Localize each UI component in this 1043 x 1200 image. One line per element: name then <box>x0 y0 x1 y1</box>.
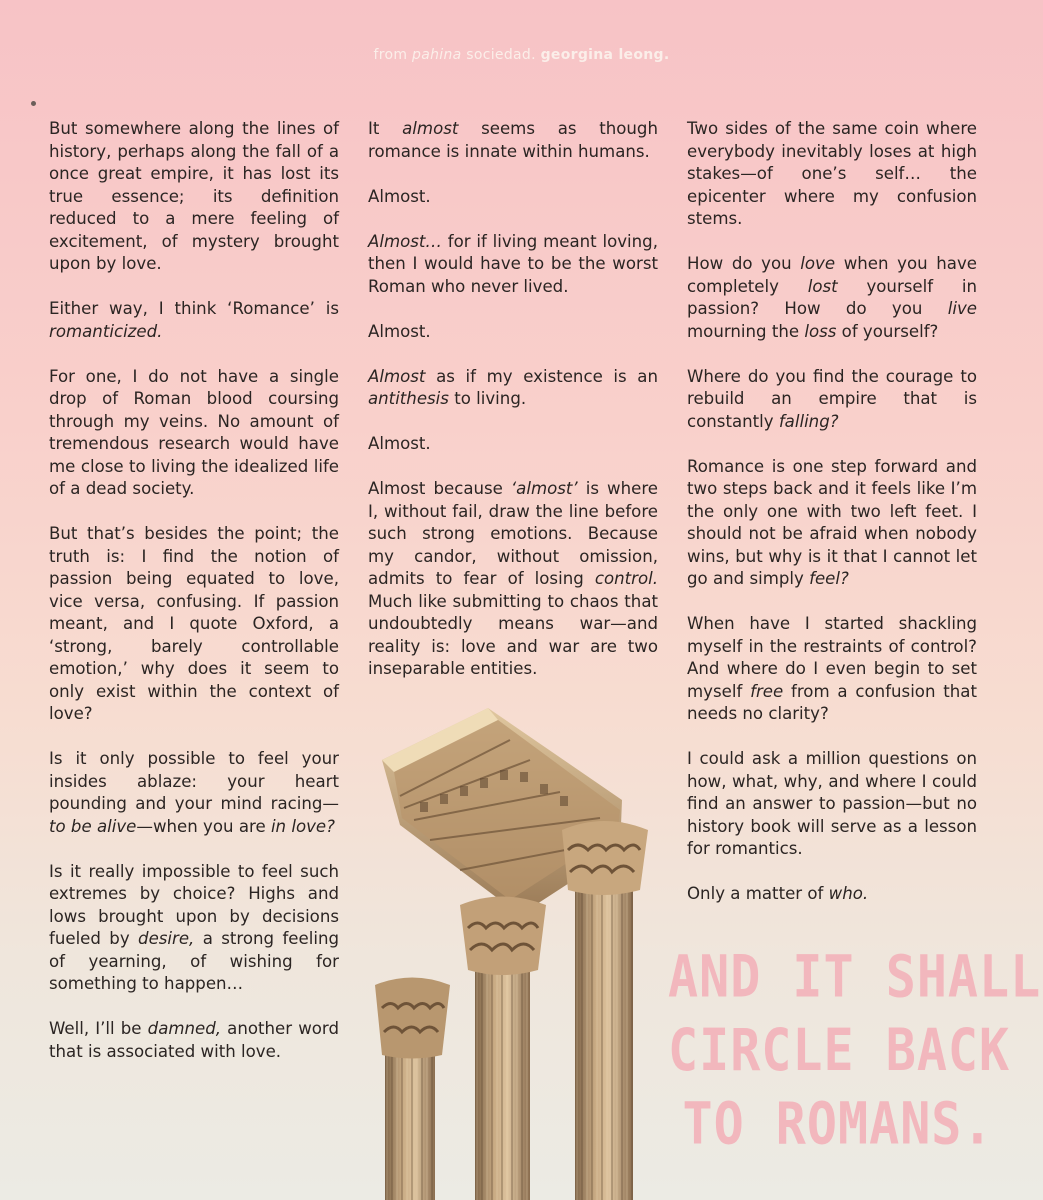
page-header <box>0 47 1043 63</box>
tagline-line: AND IT SHALL <box>668 943 1042 1011</box>
header-author: georgina leong. <box>540 47 670 63</box>
tagline-line: TO ROMANS. <box>682 1090 994 1158</box>
paragraph: Two sides of the same coin where everybody inevitably loses at high stakes—of one’s self… the epicenter where my confusion stems. <box>687 119 977 228</box>
paragraph: Where do you find the courage to rebuild an empire that is constantly falling? <box>687 366 977 431</box>
header-from: from <box>373 47 413 63</box>
paragraph: Almost. <box>368 321 431 341</box>
paragraph: Almost. <box>368 186 431 206</box>
tagline-line: CIRCLE BACK <box>668 1017 1011 1084</box>
column-middle <box>460 897 546 1200</box>
speck-dot <box>31 101 36 106</box>
header-publication: pahina <box>412 47 462 63</box>
paragraph: I could ask a million questions on how, what, why, and where I could find an answer to passion—but no history book will serve as a lesson for romantics. <box>687 749 977 858</box>
paragraph: Only a matter of who. <box>687 884 869 903</box>
column-1 <box>49 118 339 1086</box>
paragraph: How do you love when you have completely lost yourself in passion? How do you live mourning the loss of yourself? <box>687 254 977 341</box>
column-right <box>562 821 648 1200</box>
pull-quote-tagline <box>668 940 1042 1161</box>
paragraph: For one, I do not have a single drop of Roman blood coursing through my veins. No amount of tremendous research would have me close to living the idealized life of a dead society. <box>49 366 339 498</box>
paragraph: Almost… for if living meant loving, then I would have to be the worst Roman who never lived. <box>368 231 658 296</box>
header-publication-rest: sociedad. <box>461 47 541 63</box>
column-left <box>375 978 450 1200</box>
paragraph: Is it only possible to feel your insides ablaze: your heart pounding and your mind racing—to be alive—when you are in love? <box>49 749 339 836</box>
paragraph: Romance is one step forward and two steps back and it feels like I’m the only one with two left feet. I should not be afraid when nobody wins, but why is it that I cannot let go and simply feel? <box>687 456 977 588</box>
paragraph: Either way, I think ‘Romance’ is romanticized. <box>49 299 339 341</box>
paragraph: But that’s besides the point; the truth is: I find the notion of passion being equated to love, vice versa, confusing. If passion meant, and I quote Oxford, a ‘strong, barely controllable emotion,’ why does it seem to only exist within the context of love? <box>49 524 339 723</box>
column-3 <box>687 118 977 928</box>
paragraph: Well, I’ll be damned, another word that is associated with love. <box>49 1019 339 1061</box>
roman-ruins-illustration <box>370 700 670 1200</box>
paragraph: Is it really impossible to feel such extremes by choice? Highs and lows brought upon by decisions fueled by desire, a strong feeling of yearning, of wishing for something to happen… <box>49 861 339 993</box>
paragraph: When have I started shackling myself in the restraints of control? And where do I even begin to set myself free from a confusion that needs no clarity? <box>687 614 977 723</box>
column-2 <box>368 118 658 703</box>
paragraph: Almost as if my existence is an antithesis to living. <box>368 366 658 408</box>
paragraph: Almost. <box>368 434 431 453</box>
paragraph: It almost seems as though romance is innate within humans. <box>368 119 658 161</box>
paragraph: But somewhere along the lines of history, perhaps along the fall of a once great empire, it has lost its true essence; its definition reduced to a mere feeling of excitement, of mystery brought upon by love. <box>49 119 339 273</box>
paragraph: Almost because ‘almost’ is where I, without fail, draw the line before such strong emotions. Because my candor, without omission, admits to fear of losing control. Much like submitting to chaos that undoubtedly means war—and reality is: love and war are two inseparable entities. <box>368 479 658 678</box>
